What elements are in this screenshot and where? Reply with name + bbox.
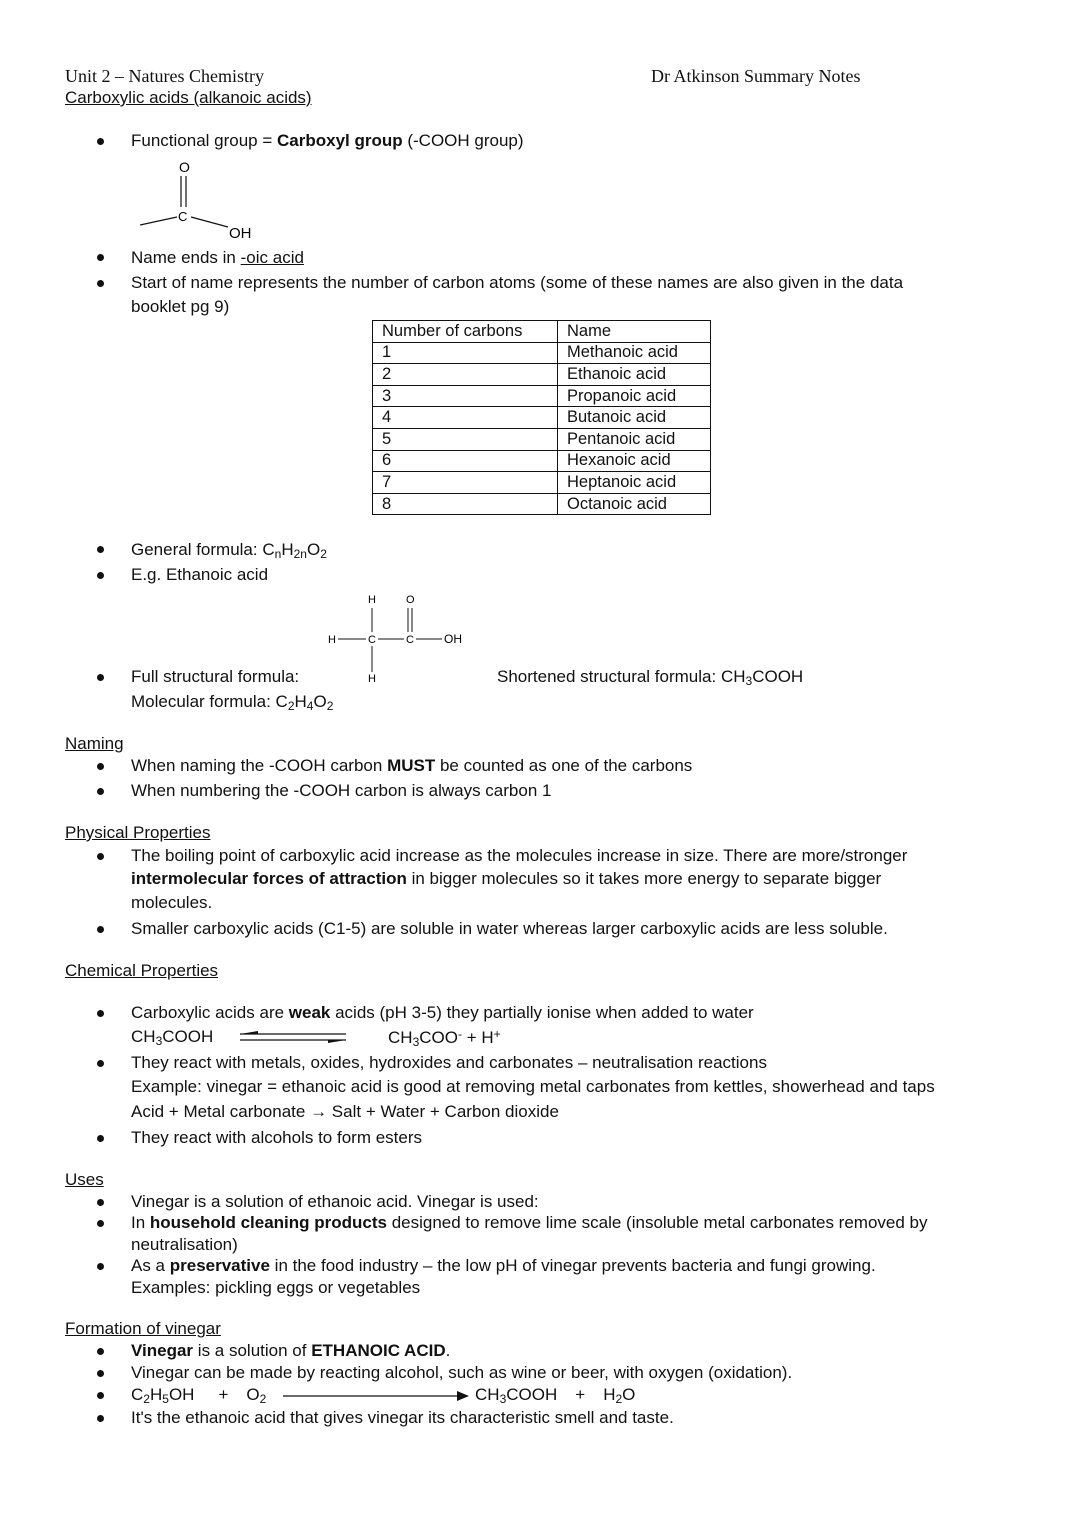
bullet xyxy=(97,674,104,681)
svg-text:OH: OH xyxy=(444,632,462,646)
table-cell: Heptanoic acid xyxy=(558,472,711,494)
author-note: Dr Atkinson Summary Notes xyxy=(651,66,861,86)
table-row xyxy=(373,342,711,364)
table-cell: 3 xyxy=(373,385,558,407)
svg-text:C: C xyxy=(178,209,188,224)
start-name-line-1: Start of name represents the number of carbon atoms (some of these names are also given in the data xyxy=(131,273,904,292)
table-header-cell: Name xyxy=(558,321,711,343)
uses-line-2b: neutralisation) xyxy=(131,1235,238,1254)
uses-heading: Uses xyxy=(65,1170,104,1189)
shortened-formula: Shortened structural formula: $CH_3COOH$ xyxy=(497,667,804,688)
physical-line-2: intermolecular forces of attraction in bigger molecules so it takes more energy to separate bigger xyxy=(131,869,882,888)
physical-heading: Physical Properties xyxy=(65,823,211,842)
bullet xyxy=(97,853,104,860)
bullet xyxy=(97,1370,104,1377)
formation-reactants: $C_2H_5OH + O_2$ xyxy=(131,1385,267,1406)
svg-text:OH: OH xyxy=(229,225,252,242)
physical-line-1: The boiling point of carboxylic acid increase as the molecules increase in size. There are more/stronger xyxy=(131,846,908,865)
bullet xyxy=(97,788,104,795)
physical-line-4: Smaller carboxylic acids (C1-5) are soluble in water whereas larger carboxylic acids are less soluble. xyxy=(131,919,888,938)
bullet xyxy=(97,138,104,145)
full-structural-label: Full structural formula: xyxy=(131,667,300,686)
bullet xyxy=(97,1263,104,1270)
svg-text:H: H xyxy=(368,673,376,685)
svg-text:O: O xyxy=(406,594,415,606)
uses-line-1: Vinegar is a solution of ethanoic acid. Vinegar is used: xyxy=(131,1192,539,1211)
chemical-word-equation: Acid + Metal carbonate → Salt + Water + Carbon dioxide xyxy=(131,1102,559,1121)
table-row xyxy=(373,450,711,472)
formation-heading: Formation of vinegar xyxy=(65,1319,221,1338)
table-cell: Propanoic acid xyxy=(558,385,711,407)
formation-products: $CH_3COOH + H_2O$ xyxy=(475,1385,636,1406)
table-cell: Methanoic acid xyxy=(558,342,711,364)
molecular-formula: Molecular formula: $C_2H_4O_2$ xyxy=(131,692,334,713)
name-ends-line: Name ends in -oic acid xyxy=(131,248,304,267)
table-cell: 2 xyxy=(373,364,558,386)
table-row xyxy=(373,364,711,386)
physical-line-3: molecules. xyxy=(131,893,213,912)
table-header-cell: Number of carbons xyxy=(373,321,558,343)
svg-text:O: O xyxy=(179,159,190,175)
table-cell: 5 xyxy=(373,428,558,450)
bullet xyxy=(97,1135,104,1142)
bullet xyxy=(97,1220,104,1227)
table-cell: 6 xyxy=(373,450,558,472)
table-row xyxy=(373,428,711,450)
bullet xyxy=(97,1199,104,1206)
svg-text:H: H xyxy=(368,594,376,606)
bullet xyxy=(97,763,104,770)
svg-text:C: C xyxy=(368,634,376,646)
bullet xyxy=(97,572,104,579)
uses-line-2: In household cleaning products designed to remove lime scale (insoluble metal carbonates removed by xyxy=(131,1213,928,1232)
topic-title: Carboxylic acids (alkanoic acids) xyxy=(65,88,312,107)
table-header-row xyxy=(373,321,711,343)
bullet xyxy=(97,1348,104,1355)
table-cell: Pentanoic acid xyxy=(558,428,711,450)
equilibrium-arrow-icon xyxy=(238,1030,348,1044)
bullet xyxy=(97,1010,104,1017)
ethanoic-acid-structure xyxy=(320,590,480,686)
table-cell: 1 xyxy=(373,342,558,364)
bullet xyxy=(97,1060,104,1067)
table-row xyxy=(373,472,711,494)
chemical-line-1: Carboxylic acids are weak acids (pH 3-5) they partially ionise when added to water xyxy=(131,1003,754,1022)
uses-line-3: As a preservative in the food industry – the low pH of vinegar prevents bacteria and fungi growing. xyxy=(131,1256,876,1275)
table-cell: 7 xyxy=(373,472,558,494)
naming-line-2: When numbering the -COOH carbon is always carbon 1 xyxy=(131,781,552,800)
carboxyl-group-diagram xyxy=(140,155,280,245)
formation-line-4: It's the ethanoic acid that gives vinegar its characteristic smell and taste. xyxy=(131,1408,674,1427)
svg-text:C: C xyxy=(406,634,414,646)
bullet xyxy=(97,280,104,287)
carbon-names-table xyxy=(372,320,711,515)
table-cell: 4 xyxy=(373,407,558,429)
bullet xyxy=(97,546,104,553)
equilibrium-right: $CH_3COO^- + H^+$ xyxy=(388,1027,501,1049)
formation-line-2: Vinegar can be made by reacting alcohol, such as wine or beer, with oxygen (oxidation). xyxy=(131,1363,793,1382)
formation-line-1: Vinegar is a solution of ETHANOIC ACID. xyxy=(131,1341,451,1360)
chemical-line-3: They react with alcohols to form esters xyxy=(131,1128,423,1147)
chemical-heading: Chemical Properties xyxy=(65,961,219,980)
table-cell: Ethanoic acid xyxy=(558,364,711,386)
general-formula: General formula: $C_nH_{2n}O_2$ xyxy=(131,540,327,561)
table-cell: Hexanoic acid xyxy=(558,450,711,472)
chemical-line-2: They react with metals, oxides, hydroxides and carbonates – neutralisation reactions xyxy=(131,1053,767,1072)
svg-text:H: H xyxy=(328,634,336,646)
start-name-line-2: booklet pg 9) xyxy=(131,297,230,316)
reaction-arrow-icon xyxy=(283,1390,469,1402)
unit-title: Unit 2 – Natures Chemistry xyxy=(65,66,264,86)
chemical-example: Example: vinegar = ethanoic acid is good at removing metal carbonates from kettles, showerhead and taps xyxy=(131,1077,935,1096)
table-row xyxy=(373,493,711,515)
example-ethanoic: E.g. Ethanoic acid xyxy=(131,565,269,584)
table-cell: Butanoic acid xyxy=(558,407,711,429)
bullet xyxy=(97,1415,104,1422)
table-cell: Octanoic acid xyxy=(558,493,711,515)
table-row xyxy=(373,385,711,407)
bullet xyxy=(97,1392,104,1399)
equilibrium-left: $CH_3COOH$ xyxy=(131,1027,214,1048)
table-cell: 8 xyxy=(373,493,558,515)
bullet xyxy=(97,926,104,933)
functional-group-line: Functional group = Carboxyl group (-COOH group) xyxy=(131,131,524,150)
uses-line-3b: Examples: pickling eggs or vegetables xyxy=(131,1278,421,1297)
naming-heading: Naming xyxy=(65,734,124,753)
bullet xyxy=(97,254,104,261)
table-row xyxy=(373,407,711,429)
naming-line-1: When naming the -COOH carbon MUST be counted as one of the carbons xyxy=(131,756,693,775)
